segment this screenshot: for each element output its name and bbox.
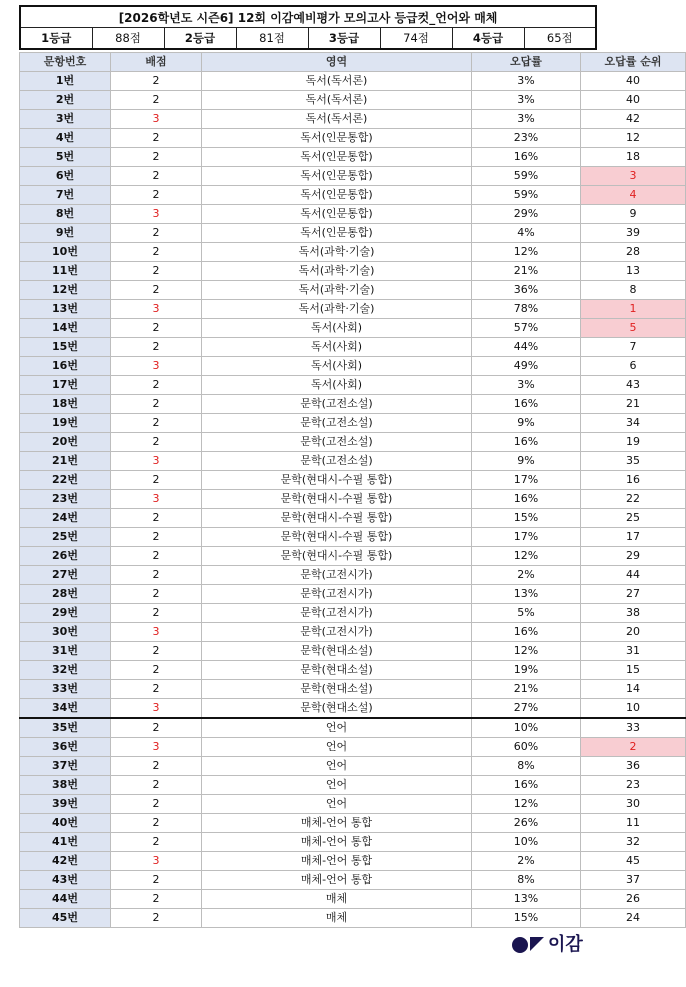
table-row [20,376,686,395]
table-row [20,642,686,661]
cell-wrong-rate: 5% [472,604,581,623]
grade-label: 4등급 [452,28,524,50]
cell-wrong-rate: 8% [472,871,581,890]
cell-wrong-rate: 29% [472,205,581,224]
cell-wrong-rate: 4% [472,224,581,243]
cell-points: 2 [111,129,202,148]
cell-wrong-rate: 2% [472,566,581,585]
cell-question: 10번 [20,243,111,262]
cell-wrong-rate: 10% [472,718,581,738]
cell-points: 2 [111,642,202,661]
cell-points: 3 [111,357,202,376]
cell-wrong-rate: 3% [472,110,581,129]
cell-points: 2 [111,471,202,490]
cell-question: 14번 [20,319,111,338]
cell-wrong-rate: 44% [472,338,581,357]
cell-wrong-rank: 11 [581,814,686,833]
table-row [20,547,686,566]
table-row [20,566,686,585]
cell-wrong-rank: 15 [581,661,686,680]
cell-area: 독서(과학·기술) [202,243,472,262]
cell-wrong-rate: 27% [472,699,581,719]
column-header-wrong-rate: 오답률 [472,53,581,72]
cell-wrong-rank: 31 [581,642,686,661]
table-row [20,395,686,414]
cell-wrong-rate: 15% [472,909,581,928]
table-row [20,91,686,110]
cell-points: 3 [111,490,202,509]
cell-question: 17번 [20,376,111,395]
cell-area: 독서(독서론) [202,110,472,129]
cell-wrong-rank: 40 [581,91,686,110]
table-row [20,167,686,186]
cell-points: 2 [111,186,202,205]
cell-points: 3 [111,205,202,224]
cell-wrong-rank: 24 [581,909,686,928]
cell-wrong-rank: 27 [581,585,686,604]
cell-points: 3 [111,852,202,871]
table-row [20,338,686,357]
cell-points: 2 [111,414,202,433]
cell-points: 3 [111,623,202,642]
table-row [20,300,686,319]
cell-points: 2 [111,262,202,281]
cell-wrong-rank: 23 [581,776,686,795]
cell-question: 3번 [20,110,111,129]
cell-area: 언어 [202,718,472,738]
table-row [20,718,686,738]
cell-question: 35번 [20,718,111,738]
cell-points: 2 [111,547,202,566]
cell-wrong-rank: 2 [581,738,686,757]
cell-question: 41번 [20,833,111,852]
cell-wrong-rate: 16% [472,490,581,509]
cell-area: 독서(인문통합) [202,148,472,167]
cell-wrong-rank: 35 [581,452,686,471]
cell-question: 1번 [20,72,111,91]
cell-question: 9번 [20,224,111,243]
cell-wrong-rank: 9 [581,205,686,224]
cell-wrong-rank: 44 [581,566,686,585]
cell-wrong-rate: 16% [472,395,581,414]
cell-points: 2 [111,395,202,414]
cell-wrong-rate: 16% [472,148,581,167]
table-row [20,319,686,338]
cell-wrong-rate: 8% [472,757,581,776]
cell-area: 독서(인문통합) [202,167,472,186]
cell-points: 2 [111,433,202,452]
table-body [20,72,686,928]
table-row [20,528,686,547]
cell-area: 문학(고전시가) [202,623,472,642]
cell-wrong-rank: 40 [581,72,686,91]
cell-question: 22번 [20,471,111,490]
table-row [20,909,686,928]
cell-wrong-rank: 26 [581,890,686,909]
cell-points: 2 [111,72,202,91]
cell-wrong-rate: 59% [472,167,581,186]
cell-question: 42번 [20,852,111,871]
page-title: [2026학년도 시즌6] 12회 이감예비평가 모의고사 등급컷_언어와 매체 [20,6,596,28]
cell-question: 27번 [20,566,111,585]
cell-area: 독서(인문통합) [202,129,472,148]
cell-question: 4번 [20,129,111,148]
cell-wrong-rank: 7 [581,338,686,357]
cell-wrong-rank: 6 [581,357,686,376]
cell-wrong-rate: 26% [472,814,581,833]
cell-wrong-rank: 18 [581,148,686,167]
cell-area: 독서(사회) [202,376,472,395]
grade-cut-header [19,5,597,50]
cell-points: 2 [111,148,202,167]
cell-wrong-rate: 12% [472,642,581,661]
column-header-question: 문항번호 [20,53,111,72]
cell-points: 2 [111,604,202,623]
table-row [20,852,686,871]
cell-wrong-rate: 78% [472,300,581,319]
cell-wrong-rate: 21% [472,680,581,699]
table-row [20,509,686,528]
cell-area: 문학(고전소설) [202,414,472,433]
cell-wrong-rate: 21% [472,262,581,281]
cell-question: 33번 [20,680,111,699]
cell-points: 2 [111,890,202,909]
cell-question: 39번 [20,795,111,814]
cell-wrong-rate: 16% [472,433,581,452]
cell-area: 문학(고전시가) [202,585,472,604]
cell-wrong-rate: 23% [472,129,581,148]
cell-question: 16번 [20,357,111,376]
cell-wrong-rate: 13% [472,585,581,604]
table-row [20,623,686,642]
cell-wrong-rank: 29 [581,547,686,566]
cell-question: 43번 [20,871,111,890]
cell-points: 2 [111,871,202,890]
cell-wrong-rank: 34 [581,414,686,433]
table-row [20,604,686,623]
cell-area: 독서(사회) [202,319,472,338]
cell-wrong-rank: 17 [581,528,686,547]
cell-question: 21번 [20,452,111,471]
cell-wrong-rate: 9% [472,452,581,471]
table-row [20,680,686,699]
table-row [20,129,686,148]
cell-area: 독서(사회) [202,357,472,376]
cell-wrong-rank: 33 [581,718,686,738]
column-header-area: 영역 [202,53,472,72]
cell-area: 매체-언어 통합 [202,871,472,890]
cell-points: 2 [111,814,202,833]
cell-wrong-rate: 13% [472,890,581,909]
cell-question: 12번 [20,281,111,300]
cell-points: 3 [111,699,202,719]
cell-points: 2 [111,566,202,585]
cell-question: 8번 [20,205,111,224]
cell-area: 언어 [202,757,472,776]
table-row [20,890,686,909]
grade-label: 3등급 [308,28,380,50]
cell-wrong-rank: 36 [581,757,686,776]
cell-wrong-rate: 12% [472,795,581,814]
cell-area: 매체-언어 통합 [202,852,472,871]
cell-question: 29번 [20,604,111,623]
cell-wrong-rank: 16 [581,471,686,490]
cell-question: 11번 [20,262,111,281]
cell-points: 2 [111,338,202,357]
cell-wrong-rank: 45 [581,852,686,871]
cell-points: 2 [111,776,202,795]
cell-question: 6번 [20,167,111,186]
table-row [20,281,686,300]
cell-wrong-rate: 16% [472,776,581,795]
cell-area: 언어 [202,795,472,814]
cell-points: 2 [111,167,202,186]
cell-wrong-rate: 12% [472,243,581,262]
cell-area: 문학(고전소설) [202,433,472,452]
cell-question: 32번 [20,661,111,680]
cell-question: 25번 [20,528,111,547]
table-row [20,699,686,719]
cell-area: 문학(현대시-수필 통합) [202,547,472,566]
cell-wrong-rank: 20 [581,623,686,642]
table-row [20,757,686,776]
cell-area: 독서(인문통합) [202,205,472,224]
grade-score: 65점 [524,28,596,50]
cell-wrong-rate: 15% [472,509,581,528]
table-row [20,243,686,262]
cell-wrong-rank: 38 [581,604,686,623]
cell-question: 40번 [20,814,111,833]
cell-points: 3 [111,452,202,471]
cell-wrong-rank: 10 [581,699,686,719]
table-row [20,72,686,91]
cell-points: 2 [111,833,202,852]
cell-area: 문학(현대시-수필 통합) [202,509,472,528]
cell-wrong-rate: 10% [472,833,581,852]
cell-area: 매체 [202,909,472,928]
cell-question: 30번 [20,623,111,642]
cell-wrong-rate: 17% [472,471,581,490]
cell-question: 15번 [20,338,111,357]
cell-question: 24번 [20,509,111,528]
table-row [20,585,686,604]
cell-wrong-rate: 59% [472,186,581,205]
grade-label: 2등급 [164,28,236,50]
question-stats-table [19,52,686,928]
cell-area: 문학(현대소설) [202,680,472,699]
cell-wrong-rate: 17% [472,528,581,547]
cell-points: 3 [111,738,202,757]
cell-wrong-rate: 3% [472,91,581,110]
table-header-row [20,53,686,72]
cell-points: 2 [111,680,202,699]
table-row [20,871,686,890]
cell-wrong-rank: 12 [581,129,686,148]
cell-wrong-rate: 12% [472,547,581,566]
cell-points: 2 [111,509,202,528]
cell-question: 2번 [20,91,111,110]
cell-wrong-rank: 13 [581,262,686,281]
cell-area: 독서(과학·기술) [202,281,472,300]
grade-score: 88점 [92,28,164,50]
logo-triangle-icon [530,937,544,951]
cell-points: 2 [111,224,202,243]
table-row [20,110,686,129]
cell-wrong-rate: 16% [472,623,581,642]
cell-wrong-rate: 2% [472,852,581,871]
cell-area: 독서(독서론) [202,91,472,110]
cell-area: 독서(과학·기술) [202,300,472,319]
cell-wrong-rank: 8 [581,281,686,300]
cell-area: 독서(독서론) [202,72,472,91]
grade-label: 1등급 [20,28,92,50]
cell-question: 19번 [20,414,111,433]
cell-question: 23번 [20,490,111,509]
cell-wrong-rate: 19% [472,661,581,680]
cell-area: 독서(과학·기술) [202,262,472,281]
cell-question: 28번 [20,585,111,604]
cell-area: 문학(현대소설) [202,699,472,719]
cell-wrong-rank: 3 [581,167,686,186]
cell-area: 매체-언어 통합 [202,814,472,833]
cell-points: 2 [111,757,202,776]
cell-points: 2 [111,376,202,395]
grade-score: 81점 [236,28,308,50]
cell-wrong-rank: 19 [581,433,686,452]
cell-question: 38번 [20,776,111,795]
cell-question: 37번 [20,757,111,776]
cell-area: 문학(현대소설) [202,642,472,661]
cell-area: 언어 [202,738,472,757]
cell-points: 2 [111,319,202,338]
cell-question: 20번 [20,433,111,452]
table-row [20,433,686,452]
table-row [20,776,686,795]
cell-wrong-rank: 1 [581,300,686,319]
cell-wrong-rank: 39 [581,224,686,243]
table-row [20,661,686,680]
cell-question: 7번 [20,186,111,205]
table-row [20,814,686,833]
cell-wrong-rank: 5 [581,319,686,338]
cell-question: 26번 [20,547,111,566]
cell-wrong-rank: 4 [581,186,686,205]
cell-question: 36번 [20,738,111,757]
cell-wrong-rank: 30 [581,795,686,814]
table-row [20,224,686,243]
cell-points: 2 [111,718,202,738]
cell-area: 독서(사회) [202,338,472,357]
cell-points: 2 [111,281,202,300]
cell-question: 5번 [20,148,111,167]
cell-points: 2 [111,909,202,928]
cell-question: 34번 [20,699,111,719]
table-row [20,795,686,814]
logo-circle-icon [512,937,528,953]
cell-area: 문학(고전시가) [202,566,472,585]
grade-score: 74점 [380,28,452,50]
cell-wrong-rate: 57% [472,319,581,338]
cell-wrong-rate: 9% [472,414,581,433]
cell-points: 2 [111,528,202,547]
cell-points: 2 [111,661,202,680]
cell-wrong-rank: 22 [581,490,686,509]
grade-cuts-row [20,28,596,50]
cell-wrong-rank: 28 [581,243,686,262]
cell-area: 매체-언어 통합 [202,833,472,852]
cell-wrong-rate: 3% [472,376,581,395]
cell-wrong-rank: 43 [581,376,686,395]
table-row [20,186,686,205]
cell-area: 문학(고전소설) [202,452,472,471]
table-row [20,833,686,852]
cell-points: 2 [111,585,202,604]
table-row [20,148,686,167]
cell-area: 문학(고전시가) [202,604,472,623]
cell-area: 독서(인문통합) [202,224,472,243]
cell-area: 문학(현대시-수필 통합) [202,471,472,490]
cell-wrong-rank: 21 [581,395,686,414]
table-row [20,262,686,281]
cell-points: 2 [111,795,202,814]
cell-wrong-rank: 25 [581,509,686,528]
cell-question: 31번 [20,642,111,661]
cell-points: 3 [111,300,202,319]
cell-points: 2 [111,243,202,262]
cell-question: 45번 [20,909,111,928]
cell-wrong-rate: 3% [472,72,581,91]
cell-area: 문학(현대시-수필 통합) [202,528,472,547]
cell-question: 44번 [20,890,111,909]
cell-points: 2 [111,91,202,110]
table-row [20,452,686,471]
cell-area: 매체 [202,890,472,909]
brand-logo [512,933,596,957]
cell-wrong-rank: 37 [581,871,686,890]
cell-area: 문학(현대소설) [202,661,472,680]
cell-question: 13번 [20,300,111,319]
cell-wrong-rate: 60% [472,738,581,757]
table-row [20,738,686,757]
table-row [20,490,686,509]
cell-question: 18번 [20,395,111,414]
table-row [20,471,686,490]
cell-area: 문학(고전소설) [202,395,472,414]
cell-wrong-rank: 32 [581,833,686,852]
table-row [20,414,686,433]
column-header-wrong-rank: 오답률 순위 [581,53,686,72]
column-header-points: 배점 [111,53,202,72]
table-row [20,205,686,224]
table-row [20,357,686,376]
cell-wrong-rate: 49% [472,357,581,376]
cell-wrong-rank: 42 [581,110,686,129]
cell-area: 언어 [202,776,472,795]
logo-text: 이감 [548,934,583,955]
cell-points: 3 [111,110,202,129]
cell-area: 문학(현대시-수필 통합) [202,490,472,509]
cell-area: 독서(인문통합) [202,186,472,205]
cell-wrong-rank: 14 [581,680,686,699]
cell-wrong-rate: 36% [472,281,581,300]
